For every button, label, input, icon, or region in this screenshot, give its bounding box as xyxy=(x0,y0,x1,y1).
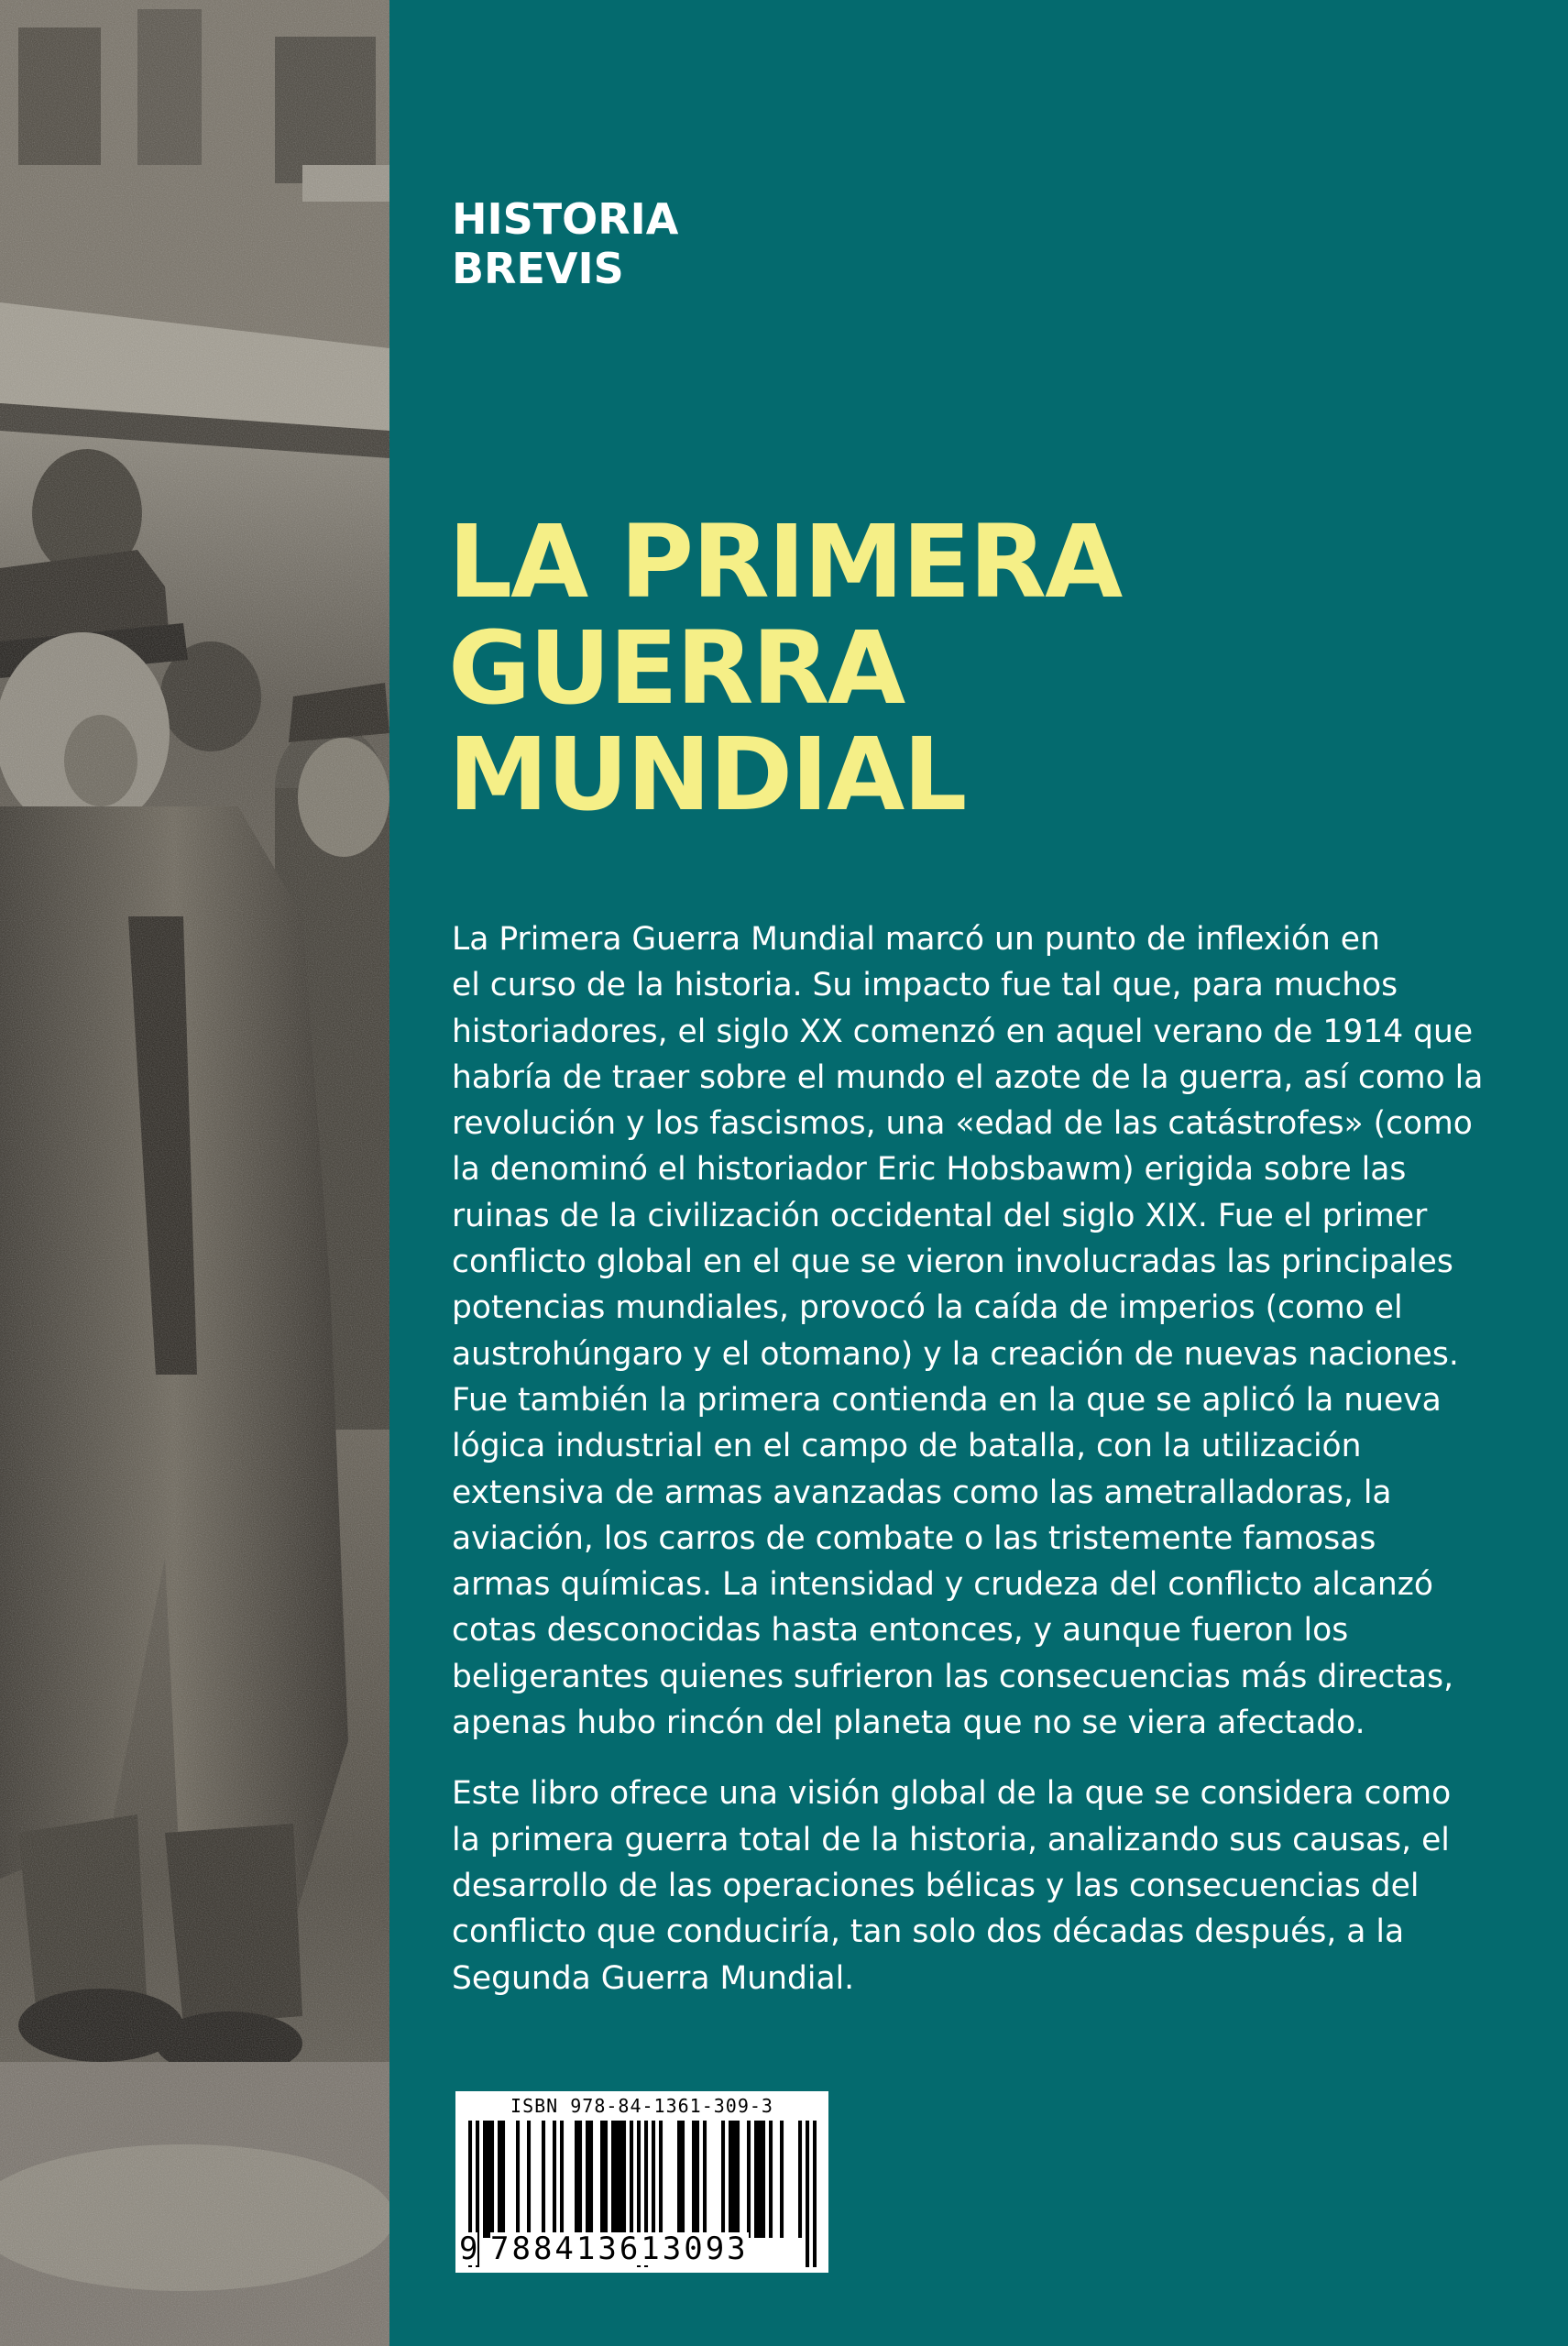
barcode-bar xyxy=(769,2121,773,2238)
barcode-bar xyxy=(604,2121,608,2238)
description-line: Fue también la primera contienda en la que se aplicó la nueva xyxy=(452,1381,1442,1419)
description-line: armas químicas. La intensidad y crudeza del conflicto alcanzó xyxy=(452,1566,1433,1604)
barcode-bar xyxy=(736,2121,740,2238)
description-line: revolución y los fascismos, una «edad de las catástrofes» (como xyxy=(452,1105,1473,1143)
barcode-bar xyxy=(501,2121,505,2238)
barcode-bar xyxy=(762,2121,765,2238)
description-line: lógica industrial en el campo de batalla, con la utilización xyxy=(452,1428,1362,1465)
barcode-bar xyxy=(681,2121,685,2238)
barcode-bar xyxy=(527,2121,531,2238)
barcode-bar xyxy=(732,2121,736,2238)
barcode-bar xyxy=(703,2121,707,2238)
barcode-bar xyxy=(692,2121,696,2238)
description-line: habría de traer sobre el mundo el azote de la guerra, así como la xyxy=(452,1058,1484,1096)
barcode-bar xyxy=(780,2121,784,2238)
barcode-bar xyxy=(578,2121,582,2238)
description-line: aviación, los carros de combate o las tristemente famosas xyxy=(452,1519,1376,1557)
description-line: conflicto que conduciría, tan solo dos décadas después, a la xyxy=(452,1913,1405,1951)
barcode-bar xyxy=(542,2121,545,2238)
barcode-bar xyxy=(652,2121,655,2238)
barcode-bar xyxy=(516,2121,520,2238)
book-title xyxy=(448,503,1122,833)
description-line: apenas hubo rincón del planeta que no se viera afectado. xyxy=(452,1705,1365,1742)
description-line: conflicto global en el que se vieron involucradas las principales xyxy=(452,1244,1453,1281)
description-paragraph-2 xyxy=(452,1770,1515,2001)
barcode-bar xyxy=(619,2121,622,2238)
barcode-bar xyxy=(721,2121,725,2238)
ean-first-digit: 9 xyxy=(459,2231,478,2267)
description-line: austrohúngaro y el otomano) y la creación de nuevas naciones. xyxy=(452,1335,1459,1373)
description-line: extensiva de armas avanzadas como las ametralladoras, la xyxy=(452,1474,1392,1511)
ean-digits: 788413613093 xyxy=(490,2231,749,2267)
description-line: ruinas de la civilización occidental del siglo XIX. Fue el primer xyxy=(452,1197,1428,1234)
barcode-bar xyxy=(589,2121,593,2238)
barcode xyxy=(455,2091,828,2273)
barcode-bar xyxy=(586,2121,589,2238)
barcode-bar xyxy=(754,2121,758,2238)
title-line-1: LA PRIMERA xyxy=(448,503,1122,620)
title-line-3: MUNDIAL xyxy=(448,716,966,833)
description xyxy=(452,916,1515,2001)
description-line: el curso de la historia. Su impacto fue tal que, para muchos xyxy=(452,967,1398,1004)
barcode-bar xyxy=(490,2121,494,2238)
barcode-bar xyxy=(487,2121,490,2238)
barcode-bar xyxy=(630,2121,633,2238)
barcode-bar xyxy=(813,2121,817,2267)
description-line: potencias mundiales, provocó la caída de imperios (como el xyxy=(452,1289,1403,1327)
barcode-bar xyxy=(498,2121,501,2238)
barcode-bar xyxy=(615,2121,619,2238)
barcode-bar xyxy=(553,2121,556,2238)
series-line-1: HISTORIA xyxy=(452,194,679,244)
description-line: la primera guerra total de la historia, analizando sus causas, el xyxy=(452,1821,1450,1858)
description-line: beligerantes quienes sufrieron las consecuencias más directas, xyxy=(452,1658,1454,1695)
series-name xyxy=(452,194,678,293)
barcode-bar xyxy=(696,2121,699,2238)
historical-photo xyxy=(0,0,389,2346)
description-line: cotas desconocidas hasta entonces, y aunque fueron los xyxy=(452,1612,1349,1650)
barcode-bar xyxy=(677,2121,681,2238)
barcode-bar xyxy=(560,2121,564,2238)
barcode-bar xyxy=(600,2121,604,2238)
barcode-bar xyxy=(798,2121,802,2238)
series-line-2: BREVIS xyxy=(452,244,624,293)
description-line: Segunda Guerra Mundial. xyxy=(452,1959,855,1997)
barcode-bar xyxy=(806,2121,809,2267)
description-line: Este libro ofrece una visión global de la que se considera como xyxy=(452,1775,1452,1813)
title-line-2: GUERRA xyxy=(448,609,905,727)
description-line: La Primera Guerra Mundial marcó un punto de inflexión en xyxy=(452,921,1380,958)
barcode-bar xyxy=(575,2121,578,2238)
description-paragraph-1 xyxy=(452,916,1515,1746)
barcode-bar xyxy=(747,2121,751,2238)
soldiers-photo-illustration xyxy=(0,0,389,2346)
barcode-bar xyxy=(622,2121,626,2238)
isbn-label: ISBN 978-84-1361-309-3 xyxy=(510,2095,773,2117)
description-line: historiadores, el siglo XX comenzó en aquel verano de 1914 que xyxy=(452,1013,1474,1050)
barcode-bar xyxy=(659,2121,663,2238)
barcode-bar xyxy=(729,2121,732,2238)
barcode-bar xyxy=(758,2121,762,2238)
description-line: desarrollo de las operaciones bélicas y las consecuencias del xyxy=(452,1867,1420,1904)
barcode-bar xyxy=(483,2121,487,2238)
barcode-bar xyxy=(611,2121,615,2238)
description-line: la denominó el historiador Eric Hobsbawm) erigida sobre las xyxy=(452,1151,1407,1189)
